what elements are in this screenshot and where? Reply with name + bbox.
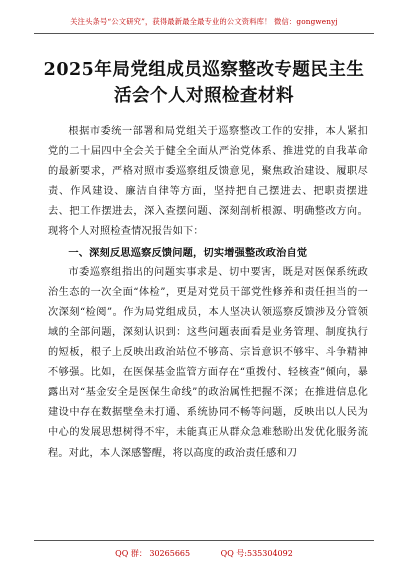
document-title	[20, 57, 388, 109]
header-divider	[34, 33, 374, 34]
title-line-2: 活会个人对照检查材料	[114, 86, 294, 106]
footer-qq-number: QQ 号:535304092	[220, 549, 293, 558]
section-1-heading: 一、深刻反思巡察反馈问题，切实增强整改政治自觉	[68, 246, 308, 259]
header-promo-note: 关注头条号“公文研究”，获得最新最全最专业的公文资料库！ 微信：gongwenyj	[70, 17, 338, 26]
title-line-1: 2025年局党组成员巡察整改专题民主生	[43, 60, 365, 80]
section-1-paragraph: 市委巡察组指出的问题实事求是、切中要害，既是对医保系统政治生态的一次全面“体检”，更是对党员干部党性修养和责任担当的一次深刻“检阅”。作为局党组成员，本人坚决认领巡察反馈涉及分管领域的全部问题，深刻认识到：这些问题表面看是业务管理、制度执行的短板，根子上反映出政治站位不够高、宗旨意识不够牢、斗争精神不够强。比如，在医保基金监管方面存在“重拨付、轻核查”倾向，暴露出对“基金安全是医保生命线”的政治属性把握不深；在推进信息化建设中存在数据壁垒未打通、系统协同不畅等问题，反映出以人民为中心的发展思想树得不牢，未能真正从群众急难愁盼出发优化服务流程。对此，本人深感警醒，将以高度的政治责任感和刀	[48, 266, 368, 459]
footer-divider	[34, 540, 374, 541]
footer-qq-group: QQ 群： 30265665	[115, 549, 191, 558]
document-body	[48, 122, 368, 464]
footer-contact	[0, 548, 408, 559]
intro-paragraph: 根据市委统一部署和局党组关于巡察整改工作的安排，本人紧扣党的二十届四中全会关于健全全面从严治党体系、推进党的自我革命的最新要求，严格对照市委巡察组反馈意见，聚焦政治建设、履职尽责、作风建设、廉洁自律等方面，坚持把自己摆进去、把职责摆进去、把工作摆进去，深入查摆问题、深刻剖析根源、明确整改方向。现将个人对照检查情况报告如下：	[48, 126, 368, 238]
